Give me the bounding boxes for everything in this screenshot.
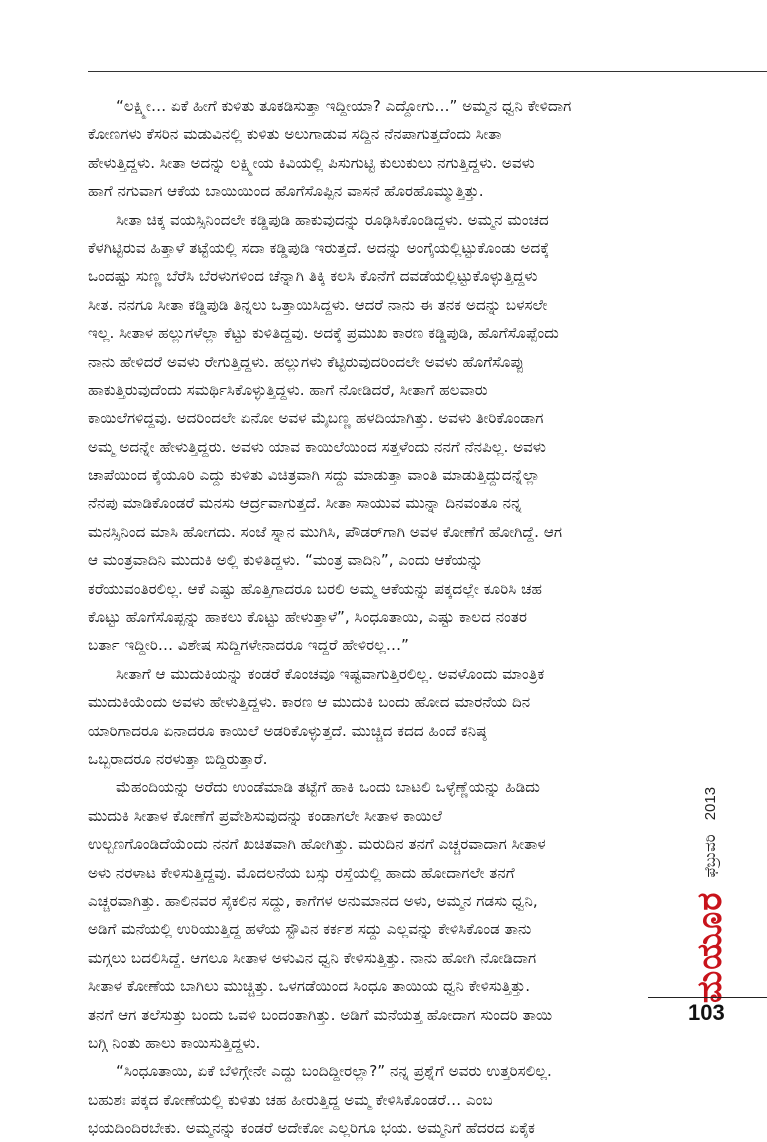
text-line: ಬಗ್ಗಿ ನಿಂತು ಹಾಲು ಕಾಯಿಸುತ್ತಿದ್ದಳು.	[88, 1033, 261, 1052]
text-line: ಕರೆಯುವಂತಿರಲಿಲ್ಲ. ಆಕೆ ಎಷ್ಟು ಹೊತ್ತಿಗಾದರೂ ಬರಲಿ ಅಮ್ಮ ಆಕೆಯನ್ನು ಪಕ್ಕದಲ್ಲೇ ಕೂರಿಸಿ ಚಹ	[88, 579, 543, 598]
text-line: ಒಬ್ಬರಾದರೂ ನರಳುತ್ತಾ ಬಿದ್ದಿರುತ್ತಾರೆ.	[88, 749, 268, 768]
page-number-rule	[648, 997, 767, 998]
text-line: ಕೋಣಗಳು ಕೆಸರಿನ ಮಡುವಿನಲ್ಲಿ ಕುಳಿತು ಅಲುಗಾಡುವ ಸದ್ದಿನ ನೆನಪಾಗುತ್ತದೆಂದು ಸೀತಾ	[88, 125, 502, 144]
text-line: ಹಾಗೆ ನಗುವಾಗ ಆಕೆಯ ಬಾಯಿಯಿಂದ ಹೊಗೆಸೊಪ್ಪಿನ ವಾಸನೆ ಹೊರಹೊಮ್ಮುತ್ತಿತ್ತು.	[88, 182, 484, 201]
text-line: ಸೀತಾಳ ಕೋಣೆಯ ಬಾಗಿಲು ಮುಚ್ಚಿತ್ತು. ಒಳಗಡೆಯಿಂದ ಸಿಂಧೂ ತಾಯಿಯ ಧ್ವನಿ ಕೇಳಿಸುತ್ತಿತ್ತು.	[88, 977, 531, 996]
text-line: ಕಾಯಿಲೆಗಳಿದ್ದವು. ಅದರಿಂದಲೇ ಏನೋ ಅವಳ ಮೈಬಣ್ಣ ಹಳದಿಯಾಗಿತ್ತು. ಅವಳು ತೀರಿಕೊಂಡಾಗ	[88, 409, 544, 428]
text-line: ಭಯದಿಂದಿರಬೇಕು. ಅಮ್ಮನನ್ನು ಕಂಡರೆ ಅದೇಕೋ ಎಲ್ಲರಿಗೂ ಭಯ. ಅಮ್ಮನಿಗೆ ಹೆದರದ ಏಕೈಕ	[88, 1119, 535, 1138]
text-line: ಚಾಪೆಯಿಂದ ಕೈಯೂರಿ ಎದ್ದು ಕುಳಿತು ವಿಚಿತ್ರವಾಗಿ ಸದ್ದು ಮಾಡುತ್ತಾ ವಾಂತಿ ಮಾಡುತ್ತಿದ್ದುದನ್ನೆಲ್ಲಾ	[88, 466, 540, 485]
text-line: ಮೆಹಂದಿಯನ್ನು ಅರೆದು ಉಂಡೆಮಾಡಿ ತಟ್ಟೆಗೆ ಹಾಕಿ ಒಂದು ಬಾಟಲಿ ಒಳ್ಳೆಣ್ಣೆಯನ್ನು ಹಿಡಿದು	[116, 778, 540, 797]
text-line: ಮುದುಕಿ ಸೀತಾಳ ಕೋಣೆಗೆ ಪ್ರವೇಶಿಸುವುದನ್ನು ಕಂಡಾಗಲೇ ಸೀತಾಳ ಕಾಯಿಲೆ	[88, 806, 443, 825]
text-line: ಒಂದಷ್ಟು ಸುಣ್ಣ ಬೆರೆಸಿ ಬೆರಳುಗಳಿಂದ ಚೆನ್ನಾಗಿ ತಿಕ್ಕಿ ಕಲಸಿ ಕೊನೆಗೆ ದವಡೆಯಲ್ಲಿಟ್ಟುಕೊಳ್ಳುತ್ತಿದ್ದಳು	[88, 267, 538, 286]
text-line: ಸೀತಾಗೆ ಆ ಮುದುಕಿಯನ್ನು ಕಂಡರೆ ಕೊಂಚವೂ ಇಷ್ಟವಾಗುತ್ತಿರಲಿಲ್ಲ. ಅವಳೊಂದು ಮಾಂತ್ರಿಕ	[116, 664, 545, 683]
text-line: “ಸಿಂಧೂತಾಯಿ, ಏಕೆ ಬೆಳಿಗ್ಗೇನೇ ಎದ್ದು ಬಂದಿದ್ದೀರಲ್ಲಾ?” ನನ್ನ ಪ್ರಶ್ನೆಗೆ ಅವರು ಉತ್ತರಿಸಲಿಲ್ಲ.	[116, 1062, 552, 1081]
issue-year: 2013	[701, 786, 719, 821]
text-line: ಬರ್ತಾ ಇದ್ದೀರಿ… ವಿಶೇಷ ಸುದ್ದಿಗಳೇನಾದರೂ ಇದ್ದರೆ ಹೇಳಿರಲ್ಲ…”	[88, 636, 409, 655]
text-line: ಮುದುಕಿಯೆಂದು ಅವಳು ಹೇಳುತ್ತಿದ್ದಳು. ಕಾರಣ ಆ ಮುದುಕಿ ಬಂದು ಹೋದ ಮಾರನೆಯ ದಿನ	[88, 693, 531, 712]
magazine-name: ಮಯೂರ	[690, 891, 730, 1004]
text-line: ಸೀತ. ನನಗೂ ಸೀತಾ ಕಡ್ಡಿಪುಡಿ ತಿನ್ನಲು ಒತ್ತಾಯಿಸಿದ್ದಳು. ಆದರೆ ನಾನು ಈ ತನಕ ಅದನ್ನು ಬಳಸಲೇ	[88, 295, 548, 314]
magazine-masthead	[690, 787, 730, 1003]
text-line: ಯಾರಿಗಾದರೂ ಏನಾದರೂ ಕಾಯಿಲೆ ಅಡರಿಕೊಳ್ಳುತ್ತದೆ. ಮುಚ್ಚಿದ ಕದದ ಹಿಂದೆ ಕನಿಷ್ಠ	[88, 721, 487, 740]
text-line: ಬಹುಶಃ ಪಕ್ಕದ ಕೋಣೆಯಲ್ಲಿ ಕುಳಿತು ಚಹ ಹೀರುತ್ತಿದ್ದ ಅಮ್ಮ ಕೇಳಿಸಿಕೊಂಡರೆ… ಎಂಬ	[88, 1090, 493, 1109]
text-line: ತನಗೆ ಆಗ ತಲೆಸುತ್ತು ಬಂದು ಒವಳಿ ಬಂದಂತಾಗಿತ್ತು. ಅಡಿಗೆ ಮನೆಯತ್ತ ಹೋದಾಗ ಸುಂದರಿ ತಾಯಿ	[88, 1005, 553, 1024]
text-line: ಮಗ್ಗಲು ಬದಲಿಸಿದ್ದೆ. ಆಗಲೂ ಸೀತಾಳ ಅಳುವಿನ ಧ್ವನಿ ಕೇಳಿಸುತ್ತಿತ್ತು. ನಾನು ಹೋಗಿ ನೋಡಿದಾಗ	[88, 948, 537, 967]
text-line: “ಲಕ್ಷ್ಮೀ… ಏಕೆ ಹೀಗೆ ಕುಳಿತು ತೂಕಡಿಸುತ್ತಾ ಇದ್ದೀಯಾ? ಎದ್ದೋಗು…” ಅಮ್ಮನ ಧ್ವನಿ ಕೇಳಿದಾಗ	[116, 97, 572, 115]
top-rule	[88, 71, 767, 72]
text-line: ಸೀತಾ ಚಿಕ್ಕ ವಯಸ್ಸಿನಿಂದಲೇ ಕಡ್ಡಿಪುಡಿ ಹಾಕುವುದನ್ನು ರೂಢಿಸಿಕೊಂಡಿದ್ದಳು. ಅಮ್ಮನ ಮಂಚದ	[116, 210, 549, 229]
text-line: ಹೇಳುತ್ತಿದ್ದಳು. ಸೀತಾ ಅದನ್ನು ಲಕ್ಷ್ಮೀಯ ಕಿವಿಯಲ್ಲಿ ಪಿಸುಗುಟ್ಟಿ ಕುಲುಕುಲು ನಗುತ್ತಿದ್ದಳು. ಅವಳು	[88, 153, 535, 172]
text-line: ನೆನಪು ಮಾಡಿಕೊಂಡರೆ ಮನಸು ಆರ್ದ್ರವಾಗುತ್ತದೆ. ಸೀತಾ ಸಾಯುವ ಮುನ್ನಾ ದಿನವಂತೂ ನನ್ನ	[88, 494, 522, 513]
magazine-sidebar	[690, 786, 730, 1004]
page-number: 103	[688, 1000, 725, 1025]
text-line: ಎಚ್ಚರವಾಗಿತ್ತು. ಹಾಲಿನವರ ಸೈಕಲಿನ ಸದ್ದು, ಕಾಗೆಗಳ ಅನುಮಾನದ ಅಳು, ಅಮ್ಮನ ಗಡಸು ಧ್ವನಿ,	[88, 891, 538, 910]
page-body	[88, 92, 648, 1142]
text-line: ಇಲ್ಲ. ಸೀತಾಳ ಹಲ್ಲುಗಳೆಲ್ಲಾ ಕೆಟ್ಟು ಕುಳಿತಿದ್ದವು. ಅದಕ್ಕೆ ಪ್ರಮುಖ ಕಾರಣ ಕಡ್ಡಿಪುಡಿ, ಹೊಗೆಸೊಪ್ಪೆಂದು	[88, 324, 559, 343]
text-line: ಅಮ್ಮ ಅದನ್ನೇ ಹೇಳುತ್ತಿದ್ದರು. ಅವಳು ಯಾವ ಕಾಯಿಲೆಯಿಂದ ಸತ್ತಳೆಂದು ನನಗೆ ನೆನಪಿಲ್ಲ. ಅವಳು	[88, 437, 546, 456]
text-line: ನಾನು ಹೇಳಿದರೆ ಅವಳು ರೇಗುತ್ತಿದ್ದಳು. ಹಲ್ಲುಗಳು ಕೆಟ್ಟಿರುವುದರಿಂದಲೇ ಅವಳು ಹೊಗೆಸೊಪ್ಪು	[88, 352, 525, 371]
text-line: ಮನಸ್ಸಿನಿಂದ ಮಾಸಿ ಹೋಗದು. ಸಂಜೆ ಸ್ನಾನ ಮುಗಿಸಿ, ಪೌಡರ್‌ಗಾಗಿ ಅವಳ ಕೋಣೆಗೆ ಹೋಗಿದ್ದೆ. ಆಗ	[88, 522, 563, 541]
text-line: ಅಡಿಗೆ ಮನೆಯಲ್ಲಿ ಉರಿಯುತ್ತಿದ್ದ ಹಳೆಯ ಸ್ಟೌವಿನ ಕರ್ಕಶ ಸದ್ದು ಎಲ್ಲವನ್ನು ಕೇಳಿಸಿಕೊಂಡ ತಾನು	[88, 920, 532, 939]
text-line: ಅಳು ನರಳಾಟ ಕೇಳಿಸುತ್ತಿದ್ದವು. ಮೊದಲನೆಯ ಬಸ್ಸು ರಸ್ತೆಯಲ್ಲಿ ಹಾದು ಹೋದಾಗಲೇ ತನಗೆ	[88, 863, 515, 882]
issue-month: ಫೆಬ್ರುವರಿ	[701, 834, 719, 878]
text-line: ಕೊಟ್ಟು ಹೊಗೆಸೊಪ್ಪನ್ನು ಹಾಕಲು ಕೊಟ್ಟು ಹೇಳುತ್ತಾಳೆ”, ಸಿಂಧೂತಾಯಿ, ಎಷ್ಟು ಕಾಲದ ನಂತರ	[88, 608, 527, 627]
text-line: ಆ ಮಂತ್ರವಾದಿನಿ ಮುದುಕಿ ಅಲ್ಲಿ ಕುಳಿತಿದ್ದಳು. “ಮಂತ್ರ ವಾದಿನಿ”, ಎಂದು ಆಕೆಯನ್ನು	[88, 551, 483, 570]
text-line: ಕೆಳಗಿಟ್ಟಿರುವ ಹಿತ್ತಾಳೆ ತಟ್ಟೆಯಲ್ಲಿ ಸದಾ ಕಡ್ಡಿಪುಡಿ ಇರುತ್ತದೆ. ಅದನ್ನು ಅಂಗೈಯಲ್ಲಿಟ್ಟುಕೊಂಡು ಅದಕ್ಕೆ	[88, 238, 550, 257]
text-line: ಉಲ್ಬಣಗೊಂಡಿದೆಯೆಂದು ನನಗೆ ಖಚಿತವಾಗಿ ಹೋಗಿತ್ತು. ಮರುದಿನ ತನಗೆ ಎಚ್ಚರವಾದಾಗ ಸೀತಾಳ	[88, 835, 546, 854]
text-line: ಹಾಕುತ್ತಿರುವುದೆಂದು ಸಮರ್ಥಿಸಿಕೊಳ್ಳುತ್ತಿದ್ದಳು. ಹಾಗೆ ನೋಡಿದರೆ, ಸೀತಾಗೆ ಹಲವಾರು	[88, 380, 488, 399]
